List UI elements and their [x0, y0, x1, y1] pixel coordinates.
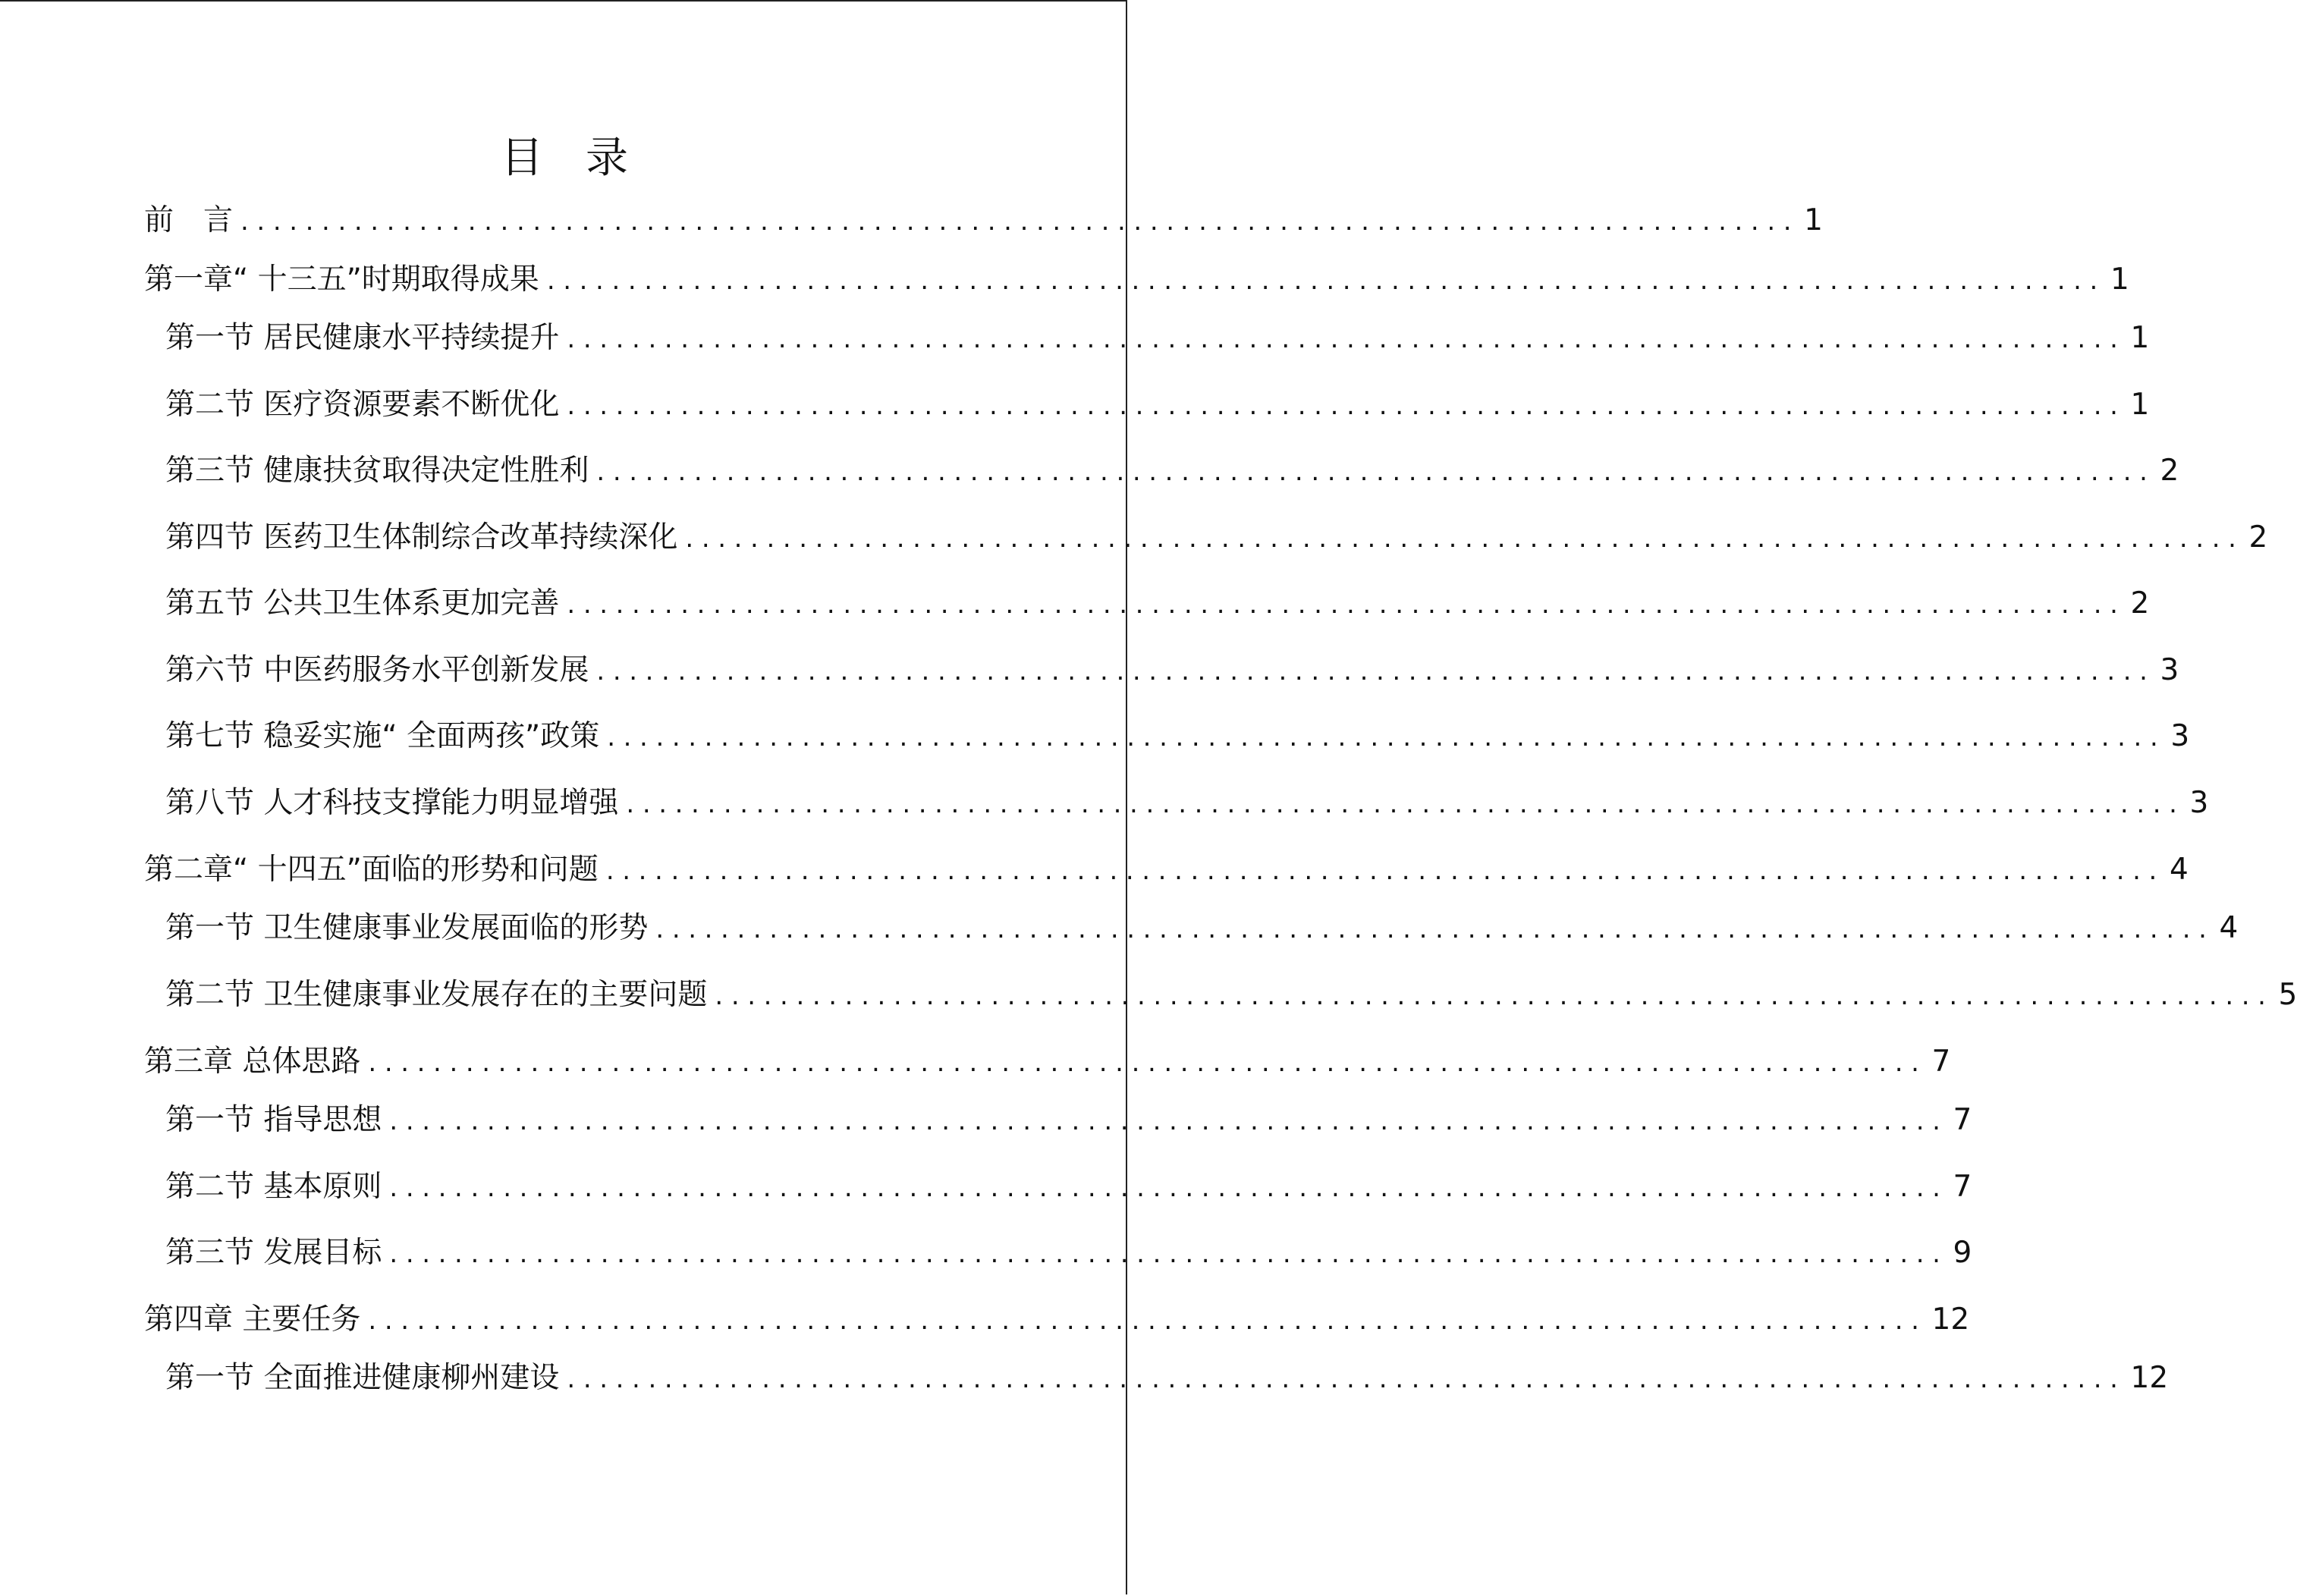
toc-entry-section[interactable]: 第二节 卫生健康事业发展存在的主要问题 ................................................................................................ 5: [165, 976, 1007, 1014]
toc-entry-page: 7: [1931, 1045, 1951, 1079]
toc-entry-label: 第二节 医疗资源要素不断优化: [165, 388, 560, 422]
toc-entry-section[interactable]: 第四节 医药卫生体制综合改革持续深化 ................................................................................................ 2: [165, 519, 1007, 557]
toc-entry-page: 1: [1804, 203, 1823, 237]
toc-entry-chapter-1[interactable]: 第一章“ 十三五”时期取得成果 ................................................................................................ 1: [144, 261, 1007, 299]
toc-entry-page: 3: [2189, 786, 2209, 820]
toc-entry-page: 12: [1931, 1302, 1970, 1337]
toc-entry-label: 第四节 医药卫生体制综合改革持续深化: [165, 520, 678, 555]
toc-entry-chapter-2[interactable]: 第二章“ 十四五”面临的形势和问题 ................................................................................................ 4: [144, 851, 1007, 889]
toc-entry-label: 第三节 健康扶贫取得决定性胜利: [165, 454, 589, 488]
toc-entry-label: 第一节 全面推进健康柳州建设: [165, 1361, 560, 1395]
toc-entry-page: 4: [2169, 853, 2189, 887]
toc-entry-label: 第一节 卫生健康事业发展面临的形势: [165, 911, 649, 945]
toc-entry-label: 第二节 基本原则: [165, 1170, 382, 1204]
toc-entry-section[interactable]: 第二节 基本原则 ................................................................................................ 7: [165, 1168, 1007, 1206]
toc-entry-page: 9: [1953, 1236, 1972, 1270]
toc-entry-section[interactable]: 第六节 中医药服务水平创新发展 ................................................................................................ 3: [165, 652, 1007, 690]
toc-entry-label: 第一章“ 十三五”时期取得成果: [144, 262, 539, 297]
toc-entry-label: 第五节 公共卫生体系更加完善: [165, 586, 560, 620]
toc-entry-section[interactable]: 第一节 全面推进健康柳州建设 ................................................................................................ 12: [165, 1359, 1007, 1397]
toc-entry-page: 2: [2160, 454, 2179, 488]
toc-entry-label: 第三节 发展目标: [165, 1236, 382, 1270]
toc-entry-page: 7: [1953, 1170, 1972, 1204]
toc-entry-label: 第三章 总体思路: [144, 1045, 361, 1079]
toc-entry-page: 3: [2170, 719, 2190, 753]
toc-entry-section[interactable]: 第三节 健康扶贫取得决定性胜利 ................................................................................................ 2: [165, 452, 1007, 490]
toc-entry-page: 1: [2130, 388, 2150, 422]
toc-entry-page: 2: [2248, 520, 2268, 555]
toc-entry-section[interactable]: 第五节 公共卫生体系更加完善 ................................................................................................ 2: [165, 585, 1007, 623]
toc-entry-section[interactable]: 第三节 发展目标 ................................................................................................ 9: [165, 1234, 1007, 1272]
toc-entry-page: 3: [2160, 653, 2179, 687]
toc-entry-page: 2: [2130, 586, 2150, 620]
toc-entry-page: 4: [2219, 911, 2239, 945]
toc-entry-preface[interactable]: 前 言 ................................................................................................ 1: [144, 202, 1007, 240]
toc-entry-page: 12: [2130, 1361, 2169, 1395]
toc-entry-label: 第一节 居民健康水平持续提升: [165, 321, 560, 355]
toc-entry-section[interactable]: 第一节 卫生健康事业发展面临的形势 ................................................................................................ 4: [165, 910, 1007, 947]
toc-entry-label: 第四章 主要任务: [144, 1302, 361, 1337]
toc-entry-section[interactable]: 第二节 医疗资源要素不断优化 ................................................................................................ 1: [165, 386, 1007, 424]
toc-entry-label: 第二节 卫生健康事业发展存在的主要问题: [165, 978, 708, 1012]
toc-entry-label: 第七节 稳妥实施“ 全面两孩”政策: [165, 719, 600, 753]
toc-entry-label: 前 言: [144, 203, 234, 237]
toc-entry-section[interactable]: 第七节 稳妥实施“ 全面两孩”政策 ................................................................................................ 3: [165, 718, 1007, 756]
toc-entry-page: 7: [1953, 1103, 1972, 1137]
toc-entry-label: 第六节 中医药服务水平创新发展: [165, 653, 589, 687]
toc-entry-page: 1: [2110, 262, 2129, 297]
toc-entry-section[interactable]: 第一节 指导思想 ................................................................................................ 7: [165, 1101, 1007, 1139]
toc-entry-label: 第二章“ 十四五”面临的形势和问题: [144, 853, 599, 887]
toc-entry-section[interactable]: 第一节 居民健康水平持续提升 ................................................................................................ 1: [165, 319, 1007, 357]
toc-entry-page: 1: [2130, 321, 2150, 355]
toc-entry-label: 第八节 人才科技支撑能力明显增强: [165, 786, 619, 820]
toc-entry-chapter-3[interactable]: 第三章 总体思路 ................................................................................................ 7: [144, 1043, 1007, 1081]
toc-entry-label: 第一节 指导思想: [165, 1103, 382, 1137]
toc-entry-chapter-4[interactable]: 第四章 主要任务 ................................................................................................ 12: [144, 1301, 1007, 1339]
toc-title: 目 录: [501, 134, 628, 183]
toc-entry-page: 5: [2278, 978, 2297, 1012]
toc-entry-section[interactable]: 第八节 人才科技支撑能力明显增强 ................................................................................................ 3: [165, 784, 1007, 822]
